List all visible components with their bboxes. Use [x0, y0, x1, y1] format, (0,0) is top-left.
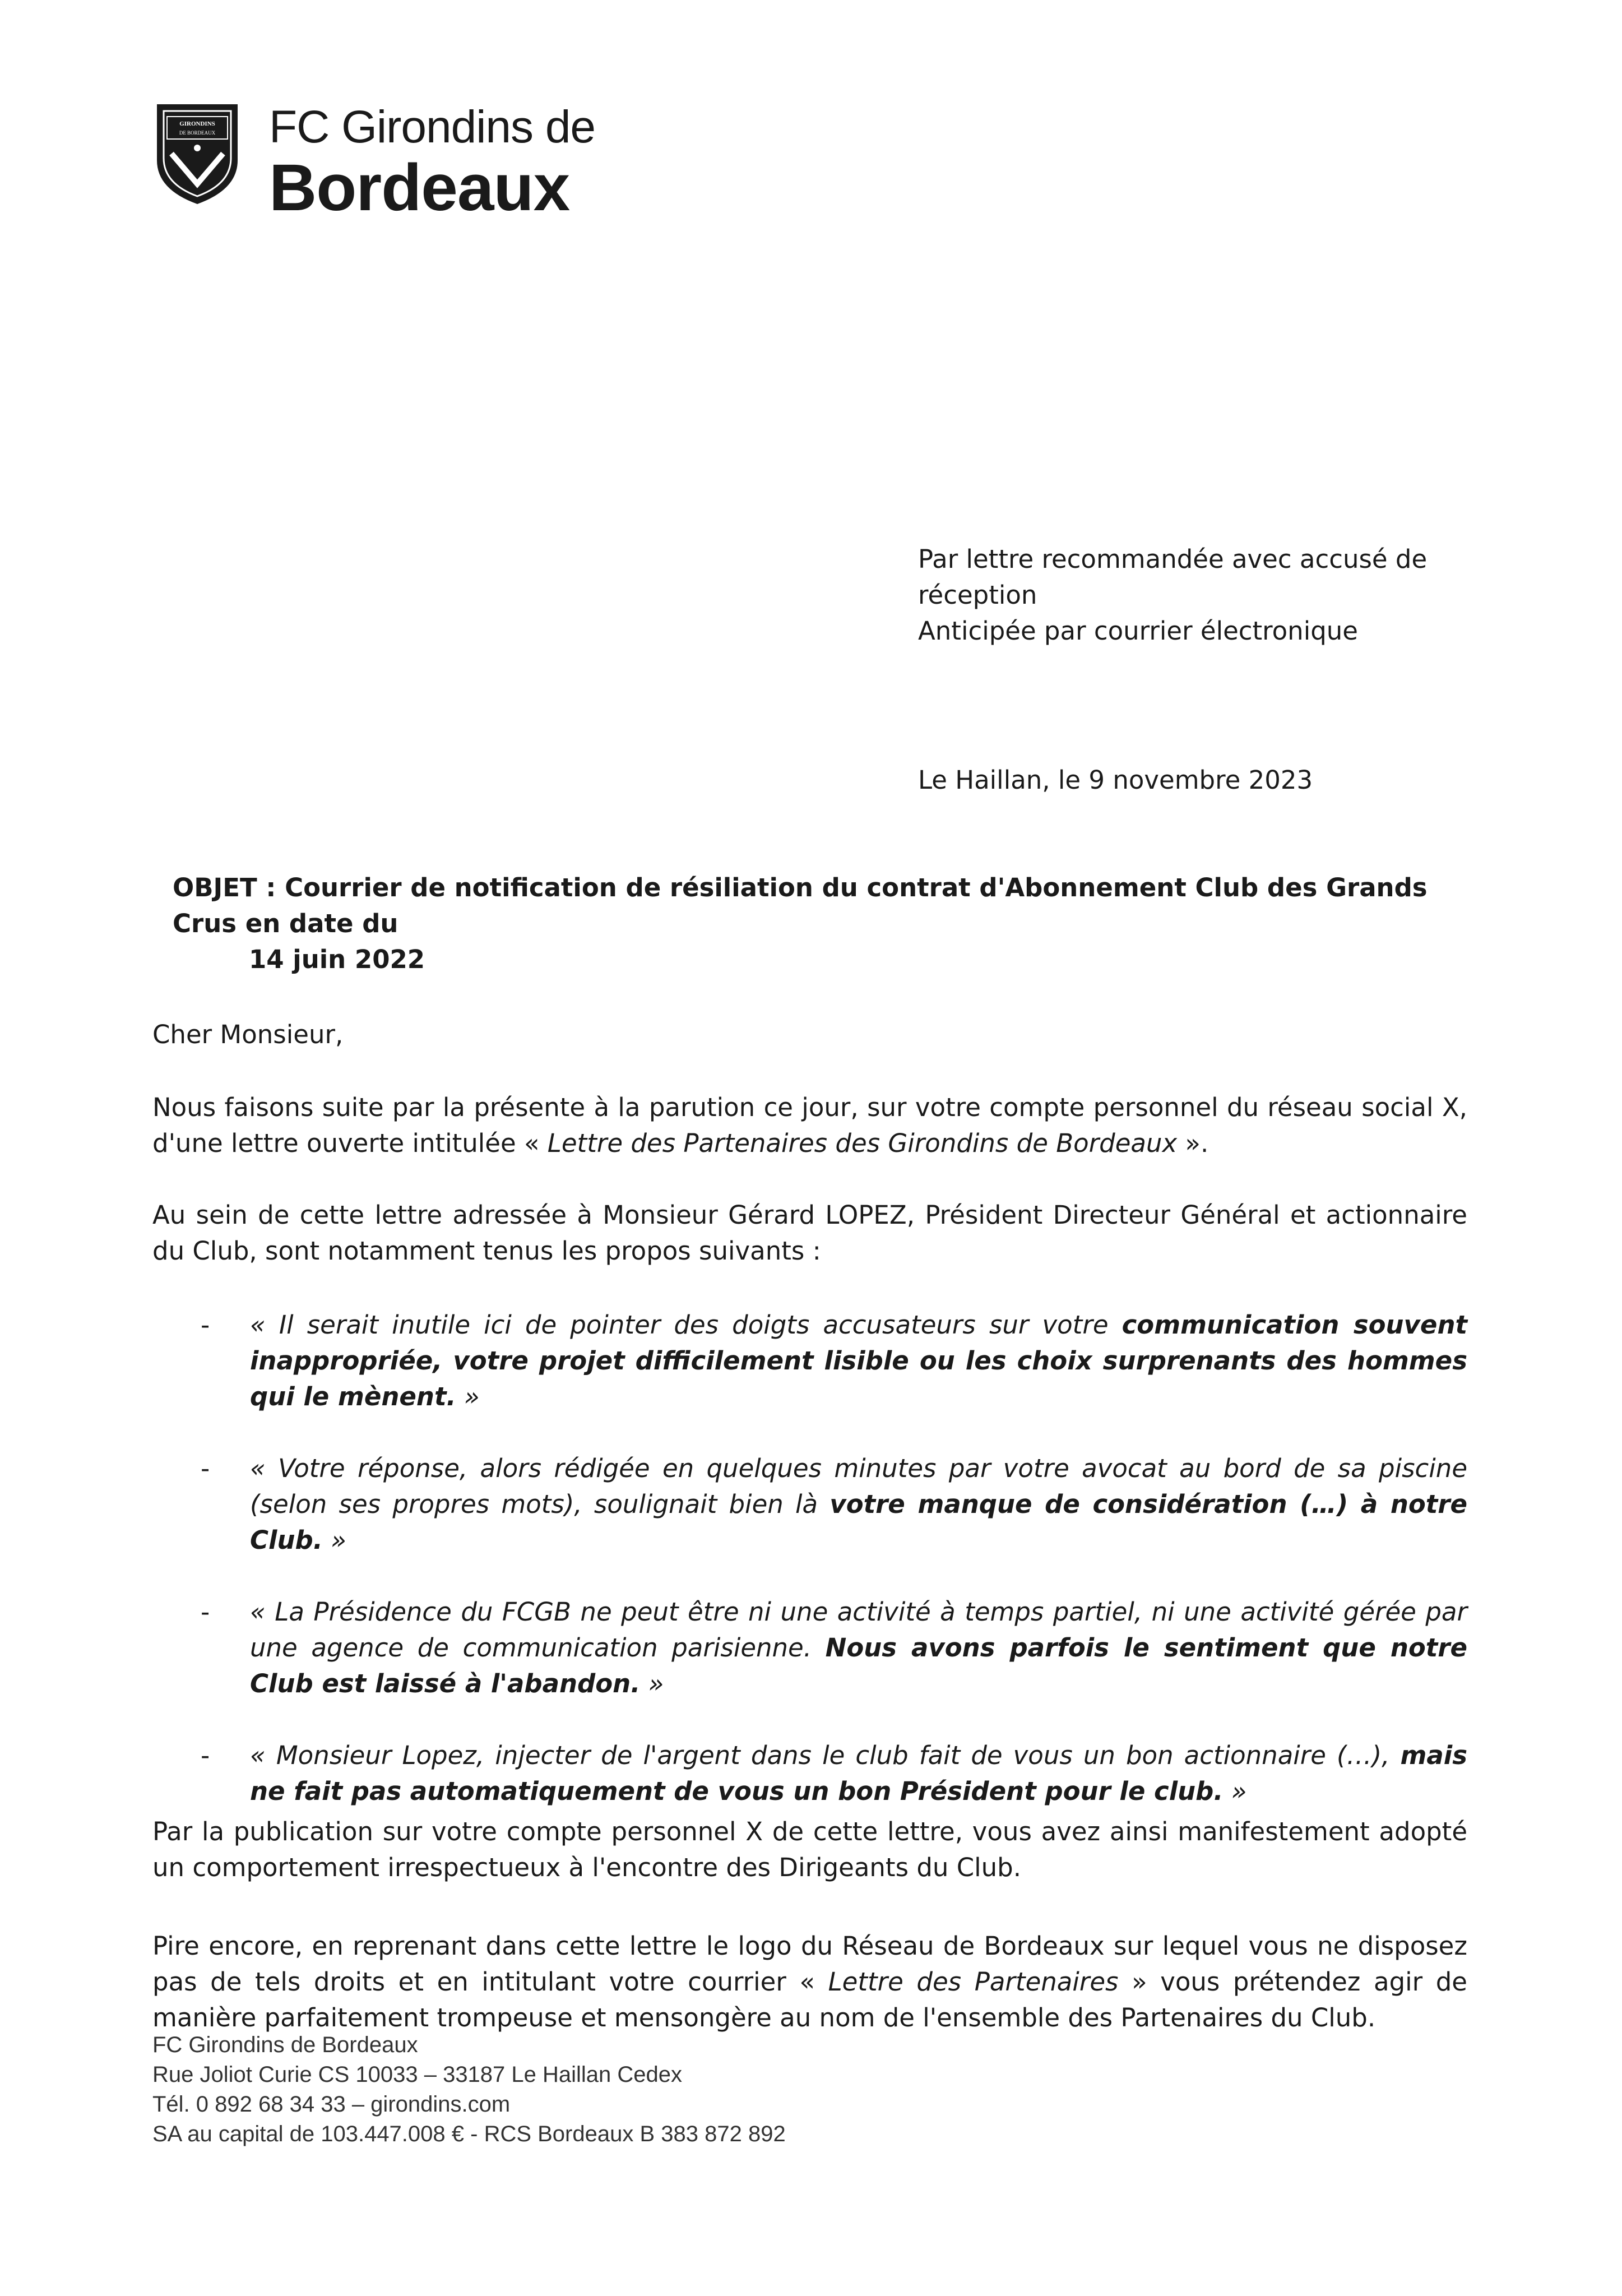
quote-item: - « La Présidence du FCGB ne peut être ni une activité à temps partiel, ni une activité gérée par une agence de communication parisienne. Nous avons parfois le sentiment que notre Club est laissé à l'abandon. » [201, 1597, 1467, 1698]
letter-title-reference: Lettre des Partenaires [828, 1967, 1119, 1997]
subject-label: OBJET : [173, 873, 276, 902]
subject-line-1: Courrier de notification de résiliation du contrat d'Abonnement Club des Grands Crus en date du [173, 873, 1428, 938]
svg-text:DE BORDEAUX: DE BORDEAUX [179, 130, 216, 136]
delivery-line-2: Anticipée par courrier électronique [918, 616, 1358, 646]
quote-item: - « Votre réponse, alors rédigée en quelques minutes par votre avocat au bord de sa piscine (selon ses propres mots), soulignait bien là votre manque de considération (…) à notre Club. » [201, 1453, 1468, 1555]
delivery-mention [918, 541, 1467, 649]
letter-footer [152, 2030, 786, 2149]
footer-company: FC Girondins de Bordeaux [152, 2033, 418, 2057]
letter-subject [173, 870, 1479, 978]
paragraph-1: Nous faisons suite par la présente à la parution ce jour, sur votre compte personnel du réseau social X, d'une lettre ouverte intitulée « Lettre des Partenaires des Girondins de Bordeaux ». [152, 1093, 1467, 1158]
quote-item: - « Monsieur Lopez, injecter de l'argent dans le club fait de vous un bon actionnaire (…), mais ne fait pas automatiquement de vous un bon Président pour le club. » [201, 1740, 1467, 1806]
greeting: Cher Monsieur, [152, 1020, 344, 1049]
paragraph-3: Par la publication sur votre compte personnel X de cette lettre, vous avez ainsi manifestement adopté un comportement irrespectueux à l'encontre des Dirigeants du Club. [152, 1817, 1467, 1882]
footer-legal: SA au capital de 103.447.008 € - RCS Bordeaux B 383 872 892 [152, 2122, 786, 2146]
quote-item: - « Il serait inutile ici de pointer des doigts accusateurs sur votre communication souvent inappropriée, votre projet difficilement lisible ou les choix surprenants des hommes qui le mènent. » [201, 1310, 1467, 1411]
footer-contact: Tél. 0 892 68 34 33 – girondins.com [152, 2092, 511, 2117]
quoted-statements-list [152, 1307, 1467, 1845]
subject-line-2: 14 juin 2022 [249, 945, 425, 974]
paragraph-2: Au sein de cette lettre adressée à Monsieur Gérard LOPEZ, Président Directeur Général et actionnaire du Club, sont notamment tenus les propos suivants : [152, 1200, 1467, 1266]
brand-name-line2: Bordeaux [269, 151, 570, 225]
svg-text:GIRONDINS: GIRONDINS [179, 121, 215, 127]
club-logo [152, 100, 596, 225]
club-crest-icon [152, 100, 242, 207]
open-letter-title: Lettre des Partenaires des Girondins de Bordeaux [547, 1128, 1178, 1158]
footer-address: Rue Joliot Curie CS 10033 – 33187 Le Haillan Cedex [152, 2062, 683, 2087]
brand-name-line1: FC Girondins de [269, 101, 596, 152]
paragraph-4: Pire encore, en reprenant dans cette lettre le logo du Réseau de Bordeaux sur lequel vous ne disposez pas de tels droits et en intitulant votre courrier « Lettre des Partenaires » vous prétendez agir de manière parfaitement trompeuse et mensongère au nom de l'ensemble des Partenaires du Club. [152, 1931, 1467, 2033]
delivery-line-1: Par lettre recommandée avec accusé de réception [918, 544, 1428, 610]
letter-date: Le Haillan, le 9 novembre 2023 [918, 765, 1313, 795]
